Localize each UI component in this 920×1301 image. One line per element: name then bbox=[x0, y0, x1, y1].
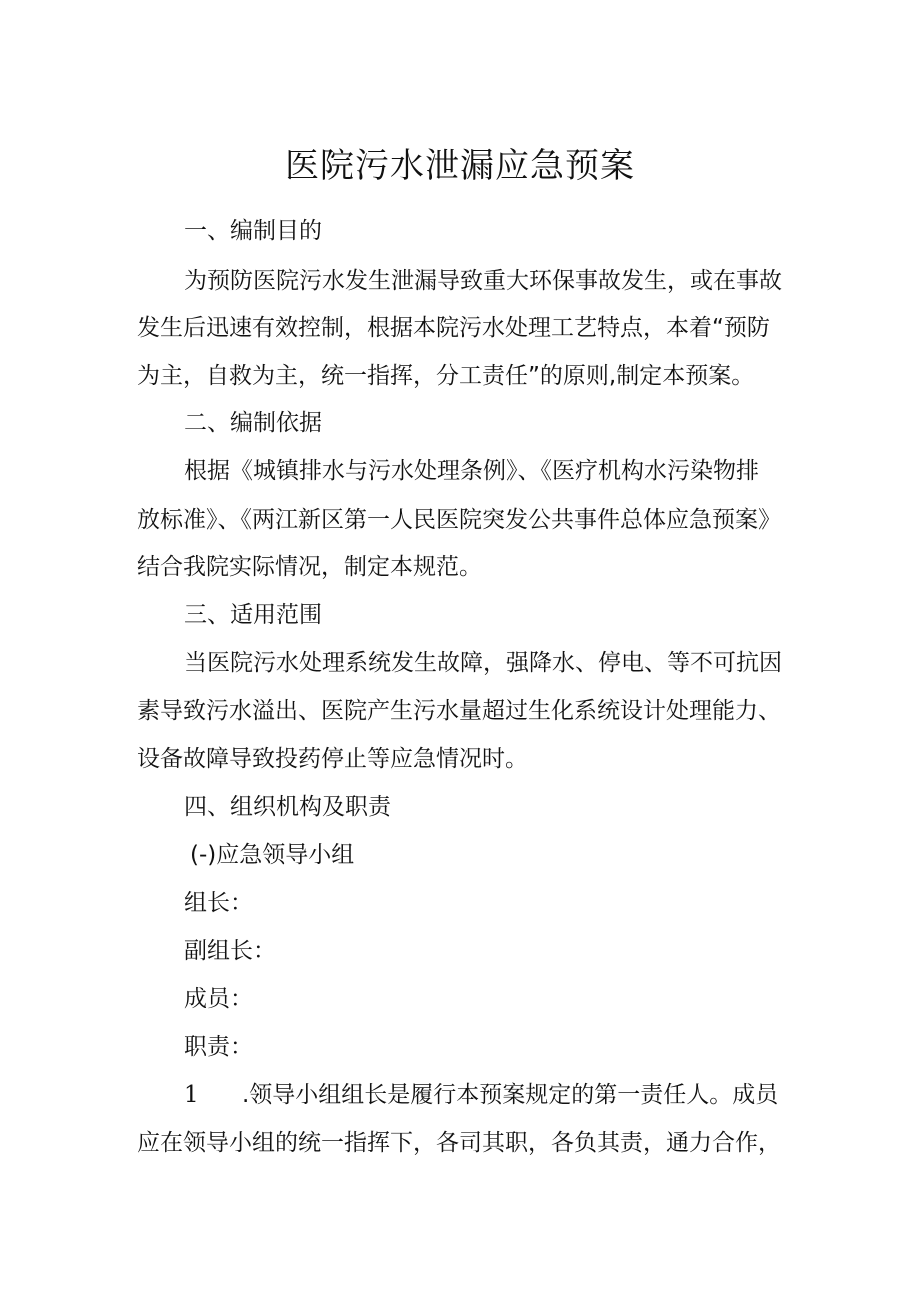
field-label-duties: 职责： bbox=[184, 1034, 253, 1060]
list-item-text: .领导小组组长是履行本预案规定的第一责任人。成员 bbox=[242, 1082, 779, 1108]
section-heading-basis: 二、编制依据 bbox=[184, 410, 322, 436]
field-label-deputy-leader: 副组长： bbox=[184, 938, 276, 964]
paragraph-line: 当医院污水处理系统发生故障，强降水、停电、等不可抗因 bbox=[184, 650, 782, 676]
field-label-leader: 组长： bbox=[184, 890, 253, 916]
paragraph-line: 根据《城镇排水与污水处理条例》、《医疗机构水污染物排 bbox=[184, 458, 759, 484]
paragraph-line: 设备故障导致投药停止等应急情况时。 bbox=[137, 746, 528, 772]
list-item-1 bbox=[184, 1079, 778, 1111]
section-heading-scope: 三、适用范围 bbox=[184, 602, 322, 628]
section-heading-purpose: 一、编制目的 bbox=[184, 218, 322, 244]
document-title: 医院污水泄漏应急预案 bbox=[285, 146, 635, 186]
paragraph-line: 为预防医院污水发生泄漏导致重大环保事故发生，或在事故 bbox=[184, 268, 782, 294]
paragraph-line: 结合我院实际情况，制定本规范。 bbox=[137, 554, 482, 580]
paragraph-line: 素导致污水溢出、医院产生污水量超过生化系统设计处理能力、 bbox=[137, 698, 781, 724]
subsection-heading-leading-group: (-)应急领导小组 bbox=[190, 842, 355, 868]
paragraph-line: 为主，自救为主，统一指挥，分工责任”的原则,制定本预案。 bbox=[137, 363, 755, 389]
list-item-number: 1 bbox=[184, 1082, 199, 1108]
field-label-members: 成员： bbox=[184, 986, 253, 1012]
paragraph-line: 应在领导小组的统一指挥下，各司其职，各负其责，通力合作， bbox=[137, 1130, 781, 1156]
paragraph-line: 发生后迅速有效控制，根据本院污水处理工艺特点，本着“预防 bbox=[137, 315, 770, 341]
section-heading-organization: 四、组织机构及职责 bbox=[184, 794, 391, 820]
paragraph-line: 放标准》、《两江新区第一人民医院突发公共事件总体应急预案》 bbox=[137, 507, 781, 533]
